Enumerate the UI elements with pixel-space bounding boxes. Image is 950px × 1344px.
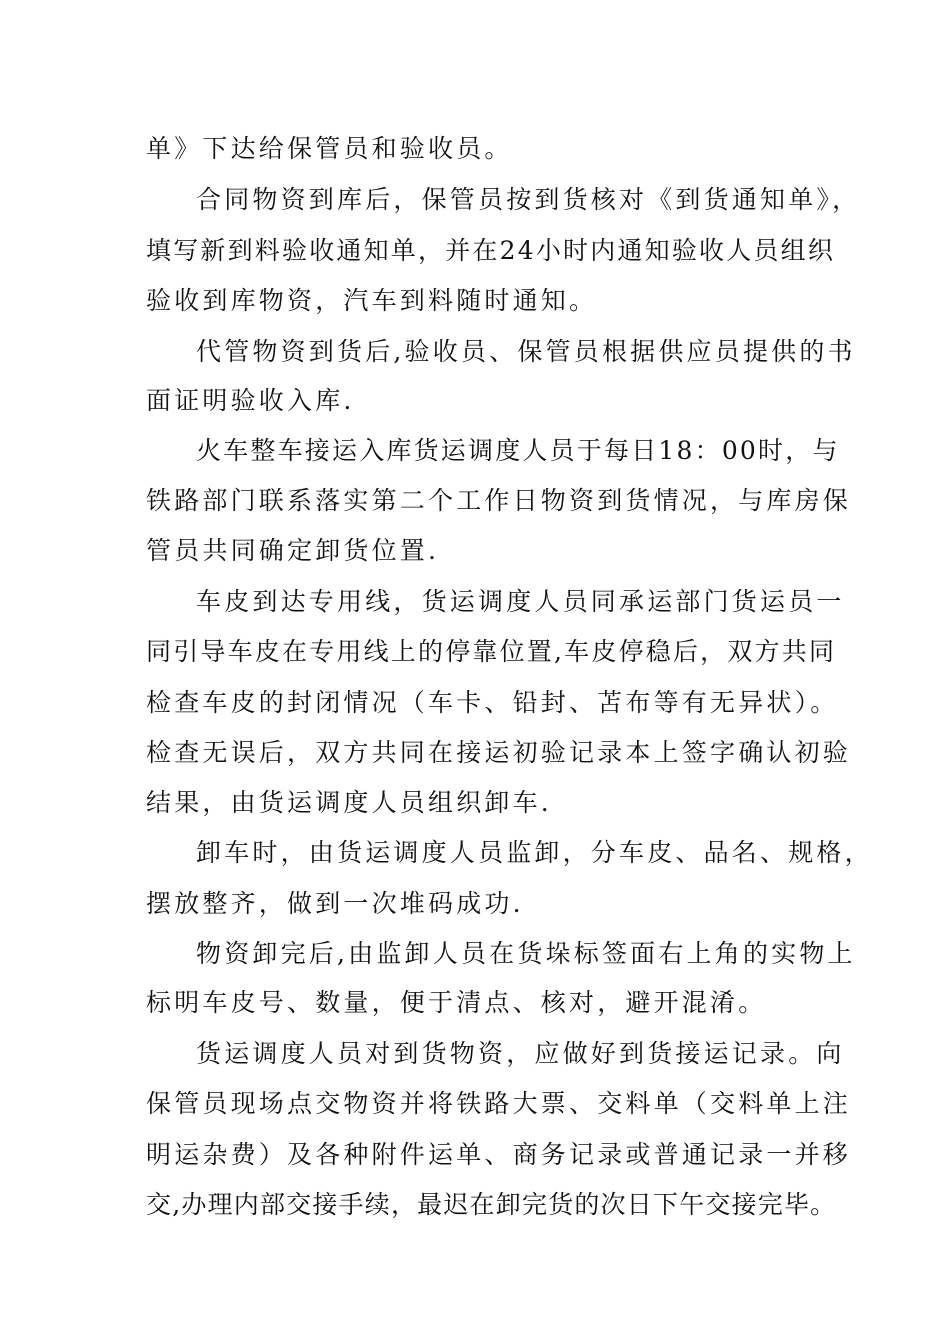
text-line-22: 交,办理内部交接手续，最迟在卸完货的次日下午交接完毕。	[146, 1190, 837, 1219]
text-line-1: 单》下达给保管员和验收员。	[146, 134, 513, 163]
text-line-17: 物资卸完后,由监卸人员在货垛标签面右上角的实物上	[196, 939, 856, 968]
text-line-21: 明运杂费）及各种附件运单、商务记录或普通记录一并移	[146, 1140, 852, 1169]
text-line-16: 摆放整齐，做到一次堆码成功.	[146, 889, 524, 918]
text-line-4: 验收到库物资，汽车到料随时通知。	[146, 286, 598, 315]
text-line-5: 代管物资到货后,验收员、保管员根据供应员提供的书	[196, 337, 856, 366]
text-line-18: 标明车皮号、数量，便于清点、核对，避开混淆。	[146, 988, 767, 1017]
text-line-2: 合同物资到库后，保管员按到货核对《到货通知单》，	[196, 185, 861, 214]
text-line-11: 同引导车皮在专用线上的停靠位置,车皮停稳后，双方共同	[146, 637, 837, 666]
text-line-19: 货运调度人员对到货物资，应做好到货接运记录。向	[196, 1039, 845, 1068]
text-line-8: 铁路部门联系落实第二个工作日物资到货情况，与库房保	[146, 486, 852, 515]
text-line-12: 检查车皮的封闭情况（车卡、铅封、苫布等有无异状）。	[146, 688, 839, 717]
text-line-15: 卸车时，由货运调度人员监卸，分车皮、品名、规格，	[196, 838, 873, 867]
text-line-7: 火车整车接运入库货运调度人员于每日18：00时，与	[196, 436, 840, 465]
text-line-3: 填写新到料验收通知单，并在24小时内通知验收人员组织	[146, 236, 836, 265]
text-line-9: 管员共同确定卸货位置.	[146, 536, 440, 565]
text-line-10: 车皮到达专用线，货运调度人员同承运部门货运员一	[196, 587, 845, 616]
text-line-14: 结果，由货运调度人员组织卸车.	[146, 788, 552, 817]
text-line-6: 面证明验收入库.	[146, 386, 355, 415]
text-line-13: 检查无误后，双方共同在接运初验记录本上签字确认初验	[146, 738, 852, 767]
text-line-20: 保管员现场点交物资并将铁路大票、交料单（交料单上注	[146, 1089, 852, 1118]
